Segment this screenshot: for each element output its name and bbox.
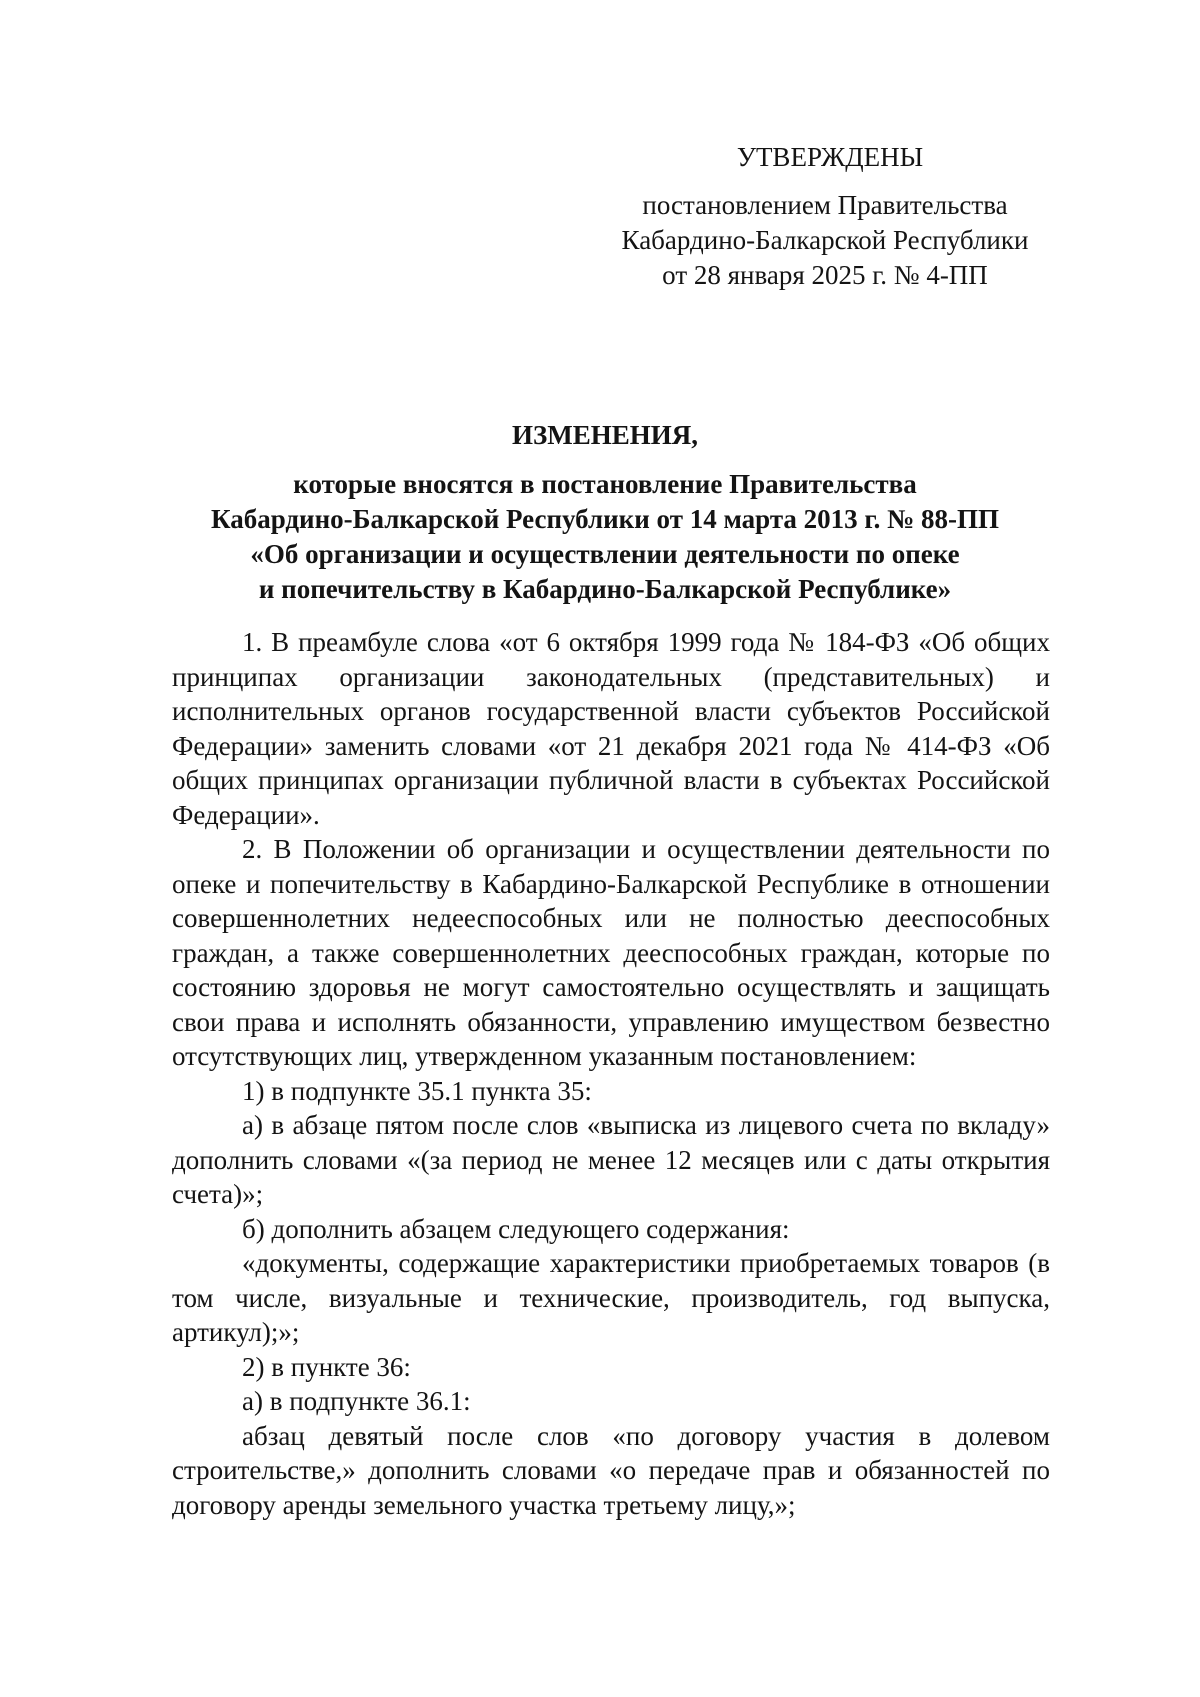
heading-line-2: Кабардино-Балкарской Республики от 14 марта 2013 г. № 88-ПП: [210, 504, 1000, 534]
approval-line-1: постановлением Правительства: [642, 190, 1008, 220]
approval-block: [590, 140, 1060, 293]
paragraph-subitem-2: 2) в пункте 36:: [242, 1351, 411, 1382]
heading-line-4: и попечительству в Кабардино-Балкарской Республике»: [258, 574, 952, 604]
paragraph-abzac-9: абзац девятый после слов «по договору участия в долевом строительстве,» дополнить словами «о передаче прав и обязанностей по договору аренды земельного участка третьему лицу,»;: [172, 1420, 1050, 1520]
document-body: [172, 625, 1050, 1522]
paragraph-subitem-1b: б) дополнить абзацем следующего содержания:: [242, 1213, 790, 1244]
paragraph-subitem-1a: а) в абзаце пятом после слов «выписка из лицевого счета по вкладу» дополнить словами «(за период не менее 12 месяцев или с даты открытия счета)»;: [172, 1110, 1050, 1209]
paragraph-1: 1. В преамбуле слова «от 6 октября 1999 года № 184-ФЗ «Об общих принципах организации законодательных (представительных) и исполнительных органов государственной власти субъектов Российской Федерации» заменить словами «от 21 декабря 2021 года № 414-ФЗ «Об общих принципах организации публичной власти в субъектах Российской Федерации».: [172, 627, 1050, 830]
heading-line-3: «Об организации и осуществлении деятельности по опеке: [250, 539, 960, 569]
paragraph-quote: «документы, содержащие характеристики приобретаемых товаров (в том числе, визуальные и технические, производитель, год выпуска, артикул);»;: [172, 1248, 1050, 1347]
approval-line-3: от 28 января 2025 г. № 4-ПП: [662, 260, 988, 290]
approval-title: УТВЕРЖДЕНЫ: [736, 142, 924, 172]
document-heading: [160, 418, 1050, 607]
paragraph-2: 2. В Положении об организации и осуществлении деятельности по опеке и попечительству в Кабардино-Балкарской Республике в отношении совершеннолетних недееспособных или не полностью дееспособных граждан, а также совершеннолетних дееспособных граждан, которые по состоянию здоровья не могут самостоятельно осуществлять и защищать свои права и исполнять обязанности, управлению имуществом безвестно отсутствующих лиц, утвержденном указанным постановлением:: [172, 834, 1050, 1071]
paragraph-subitem-2a: а) в подпункте 36.1:: [242, 1386, 471, 1416]
heading-line-1: которые вносятся в постановление Правительства: [293, 469, 917, 499]
approval-line-2: Кабардино-Балкарской Республики: [621, 225, 1029, 255]
document-title: ИЗМЕНЕНИЯ,: [511, 420, 698, 450]
paragraph-subitem-1: 1) в подпункте 35.1 пункта 35:: [242, 1075, 592, 1106]
